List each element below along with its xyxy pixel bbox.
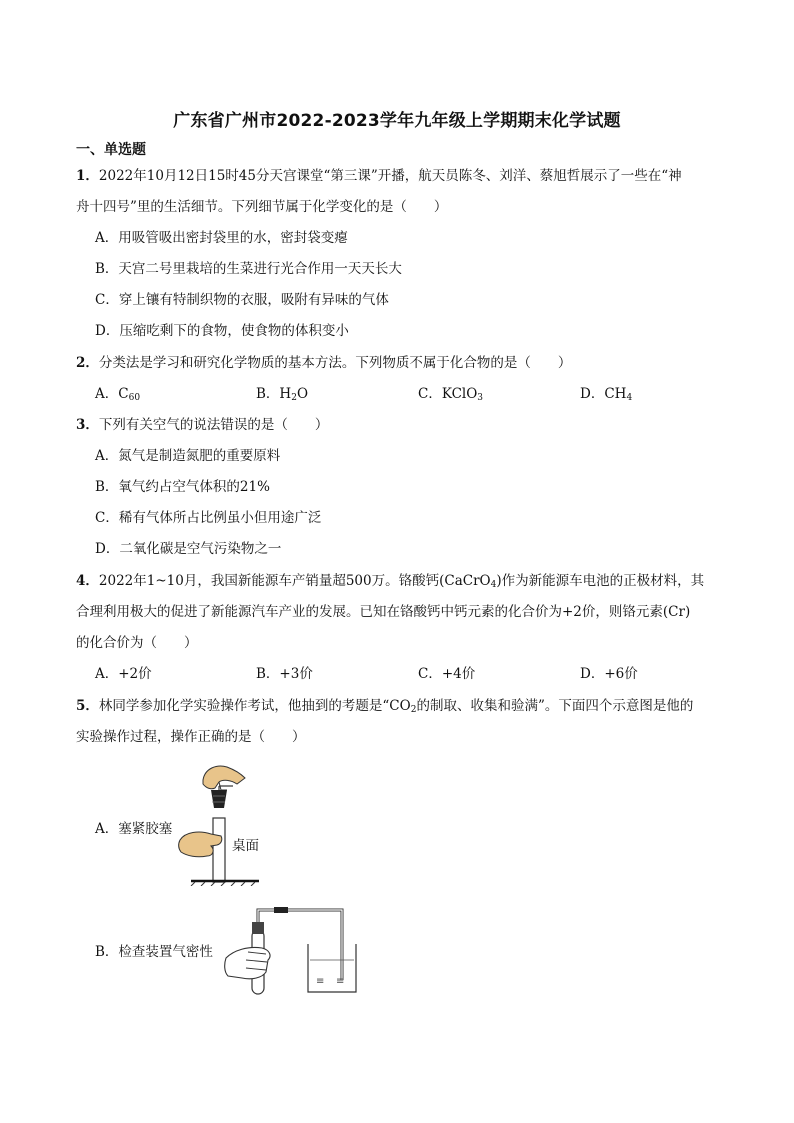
formula-main: KClO	[441, 386, 478, 402]
question-5-text-1a: 林同学参加化学实验操作考试，他抽到的考题是“CO	[98, 698, 411, 714]
question-4-text-2: 合理利用极大的促进了新能源汽车产业的发展。已知在铬酸钙中钙元素的化合价为+2价，则铬元素(Cr)	[76, 604, 691, 620]
question-1-text-1: 2022年10月12日15时45分天宫课堂“第三课”开播，航天员陈冬、刘洋、蔡旭哲展示了一些在“神	[98, 168, 682, 184]
question-4-line-1	[76, 572, 704, 590]
question-3-option-a[interactable]: A．氮气是制造氮肥的重要原料	[95, 448, 281, 464]
option-label: B．	[256, 386, 280, 402]
section-heading: 一、单选题	[76, 142, 146, 158]
question-1-number: 1．	[76, 168, 99, 184]
question-1-option-c[interactable]: C．穿上镶有特制织物的衣服，吸附有异味的气体	[95, 292, 389, 308]
question-5-text-2: 实验操作过程，操作正确的是（ ）	[76, 729, 306, 745]
formula-subscript: 60	[128, 393, 141, 403]
question-2-option-c[interactable]	[418, 385, 483, 403]
svg-text:≡: ≡	[336, 976, 345, 987]
question-2-text-1: 分类法是学习和研究化学物质的基本方法。下列物质不属于化合物的是（ ）	[98, 355, 572, 371]
formula-subscript: 2	[291, 393, 297, 403]
page-title: 广东省广州市2022-2023学年九年级上学期期末化学试题	[173, 111, 621, 131]
airtightness-check-figure	[222, 880, 357, 998]
question-3-number: 3．	[76, 417, 99, 433]
option-label: C．	[418, 386, 442, 402]
question-4-text-1b: )作为新能源车电池的正极材料，其	[496, 573, 705, 589]
question-3-text-1: 下列有关空气的说法错误的是（ ）	[98, 417, 329, 433]
question-1-option-b[interactable]: B．天宫二号里栽培的生菜进行光合作用一天天长大	[95, 261, 402, 277]
option-label: A．	[95, 386, 119, 402]
question-1-option-a[interactable]: A．用吸管吸出密封袋里的水，密封袋变瘪	[95, 230, 348, 246]
question-1-text-2: 舟十四号”里的生活细节。下列细节属于化学变化的是（ ）	[76, 199, 448, 215]
question-4-text-1a: 2022年1~10月，我国新能源车产销量超500万。铬酸钙(CaCrO	[98, 573, 491, 589]
stopper-insertion-figure	[175, 758, 265, 886]
question-5-number: 5．	[76, 698, 99, 714]
question-2-option-d[interactable]	[580, 385, 632, 403]
svg-text:≡: ≡	[316, 976, 325, 987]
question-2-number: 2．	[76, 355, 99, 371]
question-5-text-1b: 的制取、收集和验满”。下面四个示意图是他的	[416, 698, 694, 714]
question-1-option-d[interactable]: D．压缩吃剩下的食物，使食物的体积变小	[95, 323, 349, 339]
formula-tail: O	[296, 386, 309, 402]
question-4-text-3: 的化合价为（ ）	[76, 635, 198, 651]
question-4-option-c[interactable]: C．+4价	[418, 666, 476, 682]
question-4-option-a[interactable]: A．+2价	[95, 666, 152, 682]
question-5-subscript: 2	[410, 705, 417, 715]
question-5-option-a[interactable]: A．塞紧胶塞	[95, 821, 173, 837]
formula-subscript: 4	[626, 393, 633, 403]
question-3-option-d[interactable]: D．二氧化碳是空气污染物之一	[95, 541, 282, 557]
question-4-number: 4．	[76, 573, 99, 589]
question-5-line-1	[76, 697, 693, 715]
question-1-line-1	[76, 167, 682, 185]
formula-main: CH	[604, 386, 627, 402]
question-2-line-1	[76, 354, 571, 372]
question-2-option-a[interactable]	[95, 385, 140, 403]
option-label: D．	[580, 386, 605, 402]
question-2-option-b[interactable]	[256, 385, 308, 403]
formula-main: C	[118, 386, 129, 402]
question-5-option-b[interactable]: B．检查装置气密性	[95, 944, 213, 960]
question-3-option-c[interactable]: C．稀有气体所占比例虽小但用途广泛	[95, 510, 322, 526]
formula-main: H	[279, 386, 292, 402]
question-3-option-b[interactable]: B．氧气约占空气体积的21%	[95, 479, 270, 495]
formula-subscript: 3	[477, 393, 484, 403]
question-4-option-b[interactable]: B．+3价	[256, 666, 313, 682]
question-4-subscript: 4	[490, 580, 497, 590]
desk-label: 桌面	[232, 838, 259, 854]
question-3-line-1	[76, 416, 328, 434]
question-4-option-d[interactable]: D．+6价	[580, 666, 638, 682]
